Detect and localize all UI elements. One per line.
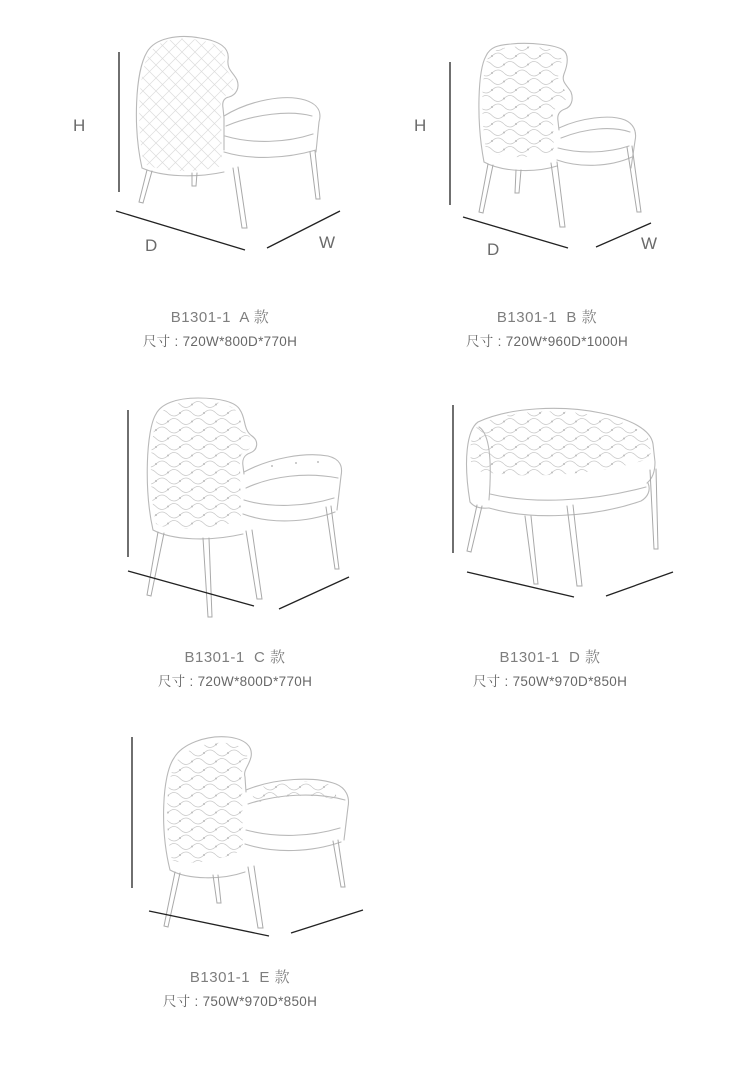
chair-sketch-a xyxy=(136,37,320,228)
depth-letter-a: D xyxy=(145,236,158,255)
product-title-b: B1301-1 B 款 xyxy=(496,309,598,326)
product-size-e: 尺寸 : 750W*970D*850H xyxy=(162,994,318,1009)
depth-line-a xyxy=(116,211,245,250)
depth-letter-b: D xyxy=(487,240,500,259)
product-size-c: 尺寸 : 720W*800D*770H xyxy=(157,674,313,689)
height-letter-a: H xyxy=(73,116,86,135)
product-title-d: B1301-1 D 款 xyxy=(499,649,601,666)
height-letter-b: H xyxy=(414,116,427,135)
width-letter-b: W xyxy=(641,234,658,253)
width-letter-a: W xyxy=(319,233,336,252)
product-size-b: 尺寸 : 720W*960D*1000H xyxy=(465,334,629,349)
depth-line-c xyxy=(128,571,254,606)
product-title-c: B1301-1 C 款 xyxy=(184,649,286,666)
depth-line-b xyxy=(463,217,568,248)
depth-line-d xyxy=(467,572,574,597)
product-size-d: 尺寸 : 750W*970D*850H xyxy=(472,674,628,689)
product-title-e: B1301-1 E 款 xyxy=(189,969,291,986)
width-line-d xyxy=(606,572,673,596)
width-line-e xyxy=(291,910,363,933)
depth-line-e xyxy=(149,911,269,936)
product-title-a: B1301-1 A 款 xyxy=(170,309,270,326)
width-line-c xyxy=(279,577,349,609)
chair-sketch-d xyxy=(467,408,658,586)
chair-sketch-e xyxy=(164,737,349,928)
chair-sketch-b xyxy=(479,43,641,227)
product-size-a: 尺寸 : 720W*800D*770H xyxy=(142,334,298,349)
